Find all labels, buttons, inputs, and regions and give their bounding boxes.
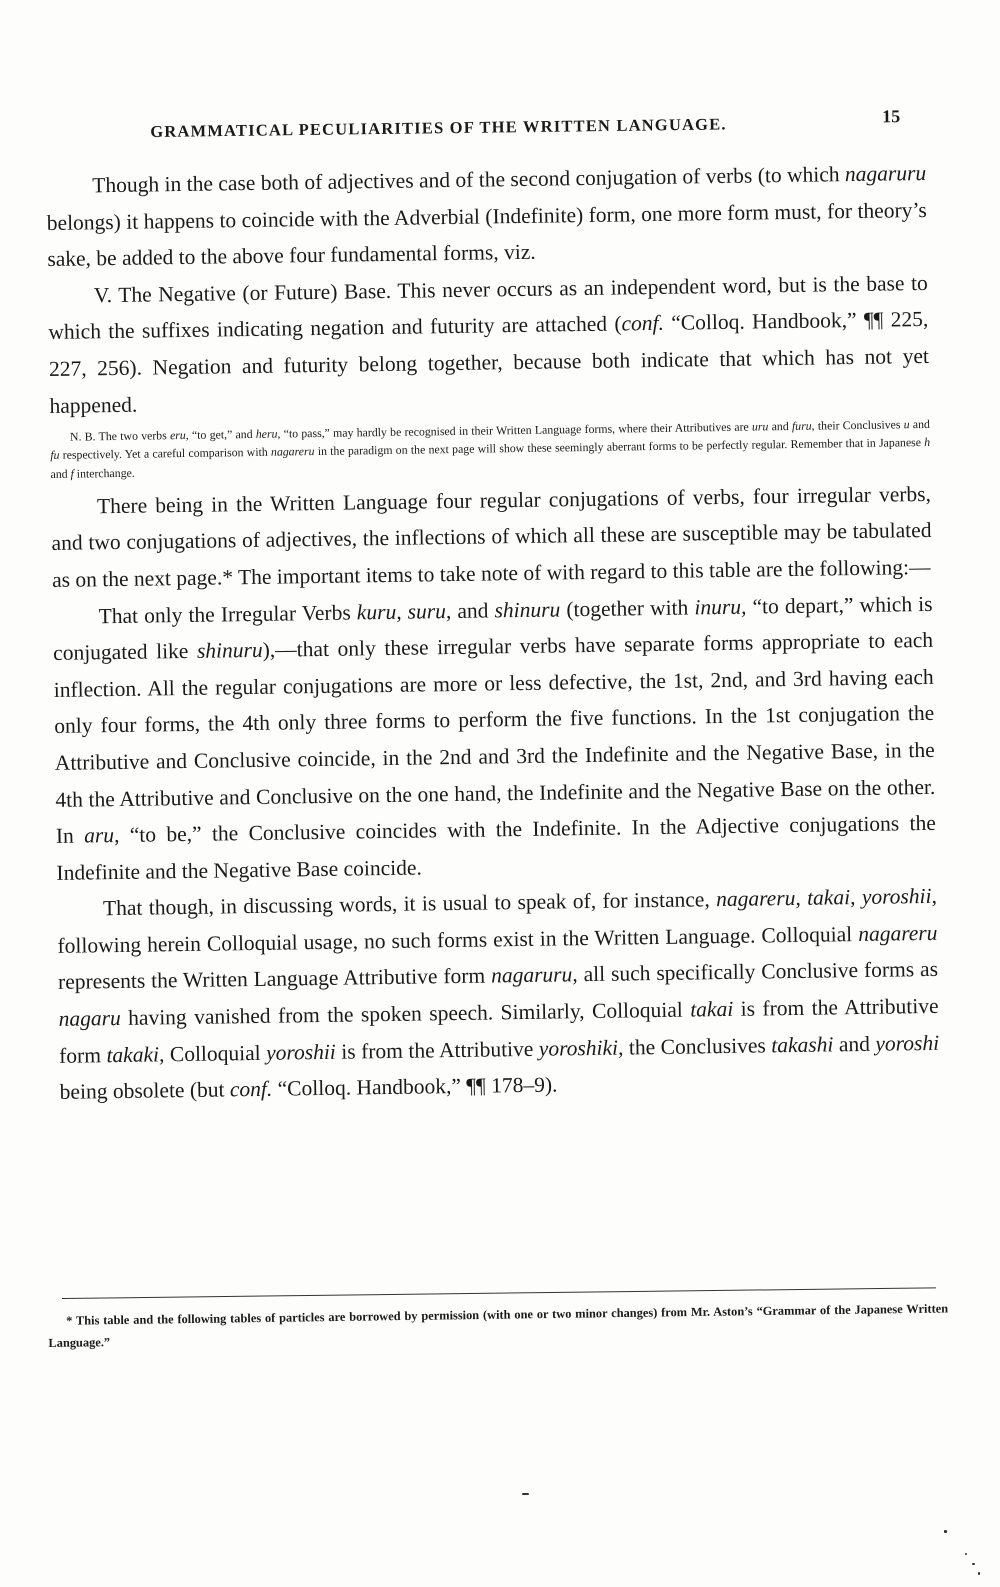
page-header	[150, 102, 930, 152]
text-run: That only the Irregular Verbs	[98, 599, 357, 628]
text-run: N. B. The two verbs	[69, 428, 171, 444]
italic-term: nagaruru,	[490, 962, 578, 988]
text-run: , “to get,” and	[185, 427, 256, 443]
italic-term: heru	[255, 426, 278, 442]
italic-term: shinuru	[494, 596, 561, 622]
nota-bene-note	[50, 415, 931, 483]
footnote-rule	[62, 1287, 936, 1299]
text-run: in the paradigm on the next page will show these seemingly aberrant forms to be perfectly regular. Remember that in Japanese	[314, 435, 925, 459]
italic-term: takaki,	[106, 1042, 165, 1067]
text-run: ),—that only these irregular verbs have separate forms appropriate to each inflection. All the regular conjugations are more or less defective, the 1st, 2nd, and 3rd having each only four forms, the 4th only three forms to perform the five functions. In the 1st conjugation the Attributive and Conclusive coincide, in the 2nd and 3rd the Indefinite and the Negative Base, in the 4th the Attributive and Conclusive on the one hand, the Indefinite and the Negative Base on the other. In	[53, 628, 936, 849]
italic-term: aru,	[84, 823, 120, 848]
footnote: * This table and the following tables of particles are borrowed by permission (with one or two minor changes) from Mr. Aston’s “Grammar of the Japanese Written Language.”	[48, 1301, 949, 1350]
text-run: , “to pass,” may hardly be recognised in their Written Language forms, where their Attributives are	[277, 419, 753, 441]
italic-term: shinuru	[196, 637, 263, 663]
italic-term: conf.	[621, 311, 665, 336]
text-run: interchange.	[73, 465, 135, 481]
italic-term: yoroshii	[265, 1039, 336, 1065]
italic-term: takai	[690, 996, 734, 1022]
italic-term: nagareru	[270, 444, 315, 460]
text-run: (together with	[560, 594, 695, 621]
text-run: having vanished from the spoken speech. Similarly, Colloquial	[120, 997, 691, 1031]
text-run: and	[50, 466, 71, 481]
italic-term: kuru, suru,	[356, 598, 452, 624]
italic-term: nagareru	[858, 920, 938, 946]
text-run: belongs) it happens to coincide with the Adverbial (Indefinite) form, one more form must, for theory’s sake, be added to the above four fundamental forms, viz.	[46, 197, 927, 272]
text-run: “to be,” the Conclusive coincides with the Indefinite. In the Adjective conjugations the Indefinite and the Negative Base coincide.	[56, 810, 936, 885]
text-run: There being in the Written Language four regular conjugations of verbs, four irregular verbs, and two conjugations of adjectives, the inflections of which all these are susceptible may be tabulated as on the next page.* The important items to take note of with regard to this table are the following:—	[51, 481, 932, 592]
italic-term: yoroshi	[875, 1030, 940, 1056]
running-head: GRAMMATICAL PECULIARITIES OF THE WRITTEN LANGUAGE.	[150, 114, 727, 141]
text-run: V. The Negative (or Future) Base. This never occurs as an independent word, but is the base to which the suffixes indicating negation and futurity are attached (	[48, 270, 928, 345]
text-run: following herein Colloquial usage, no such forms exist in the Written Language. Colloquial	[57, 921, 859, 958]
text-run: and	[451, 597, 495, 623]
text-run: is from the Attributive	[335, 1036, 539, 1064]
ink-speck	[978, 1572, 980, 1575]
italic-term: u	[903, 417, 910, 432]
text-run: and	[833, 1031, 876, 1057]
text-run: “Colloq. Handbook,” ¶¶ 225, 227, 256). Negation and futurity belong together, because both indicate that which has not yet happened.	[48, 307, 930, 418]
page-number: 15	[881, 106, 901, 127]
text-run: and	[909, 417, 930, 432]
ink-speck	[944, 1530, 947, 1533]
ink-speck	[972, 1563, 975, 1565]
paragraph-1	[46, 155, 928, 278]
italic-term: eru	[169, 428, 186, 443]
paragraph-2	[48, 265, 930, 424]
italic-term: conf.	[229, 1077, 273, 1102]
italic-term: nagaru	[58, 1006, 121, 1031]
italic-term: furu	[791, 418, 812, 434]
italic-term: inuru,	[694, 594, 747, 619]
ink-speck	[965, 1553, 967, 1555]
text-run: Colloquial	[164, 1040, 267, 1067]
text-run: the Conclusives	[623, 1033, 772, 1060]
text-run: “to depart,” which is conjugated like	[53, 591, 933, 666]
italic-term: nagaruru	[844, 160, 927, 187]
paragraph-5	[57, 878, 940, 1111]
paragraph-3	[51, 476, 933, 599]
text-run: That though, in discussing words, it is usual to speak of, for instance,	[102, 887, 717, 921]
text-run: “Colloq. Handbook,” ¶¶ 178–9).	[272, 1072, 558, 1102]
text-run: , their Conclusives	[811, 417, 904, 433]
italic-term: uru	[751, 419, 769, 434]
italic-term: yoroshiki,	[538, 1035, 624, 1061]
text-run: respectively. Yet a careful comparison with	[59, 445, 272, 463]
text-run: all such specifically Conclusive forms as	[577, 957, 939, 987]
body-text	[46, 155, 940, 1111]
italic-term: takashi	[771, 1032, 834, 1058]
text-run: represents the Written Language Attributive form	[57, 963, 492, 995]
ink-speck	[522, 1493, 529, 1495]
italic-term: nagareru, takai, yoroshii,	[715, 884, 938, 912]
text-run: is from the Attributive form	[58, 993, 939, 1068]
italic-term: f	[70, 466, 74, 481]
paragraph-4	[52, 585, 936, 891]
text-run: Though in the case both of adjectives and of the second conjugation of verbs (to which	[92, 162, 846, 198]
italic-term: h	[924, 435, 931, 450]
italic-term: fu	[50, 448, 60, 463]
text-run: and	[768, 419, 793, 434]
text-run: being obsolete (but	[59, 1077, 231, 1105]
